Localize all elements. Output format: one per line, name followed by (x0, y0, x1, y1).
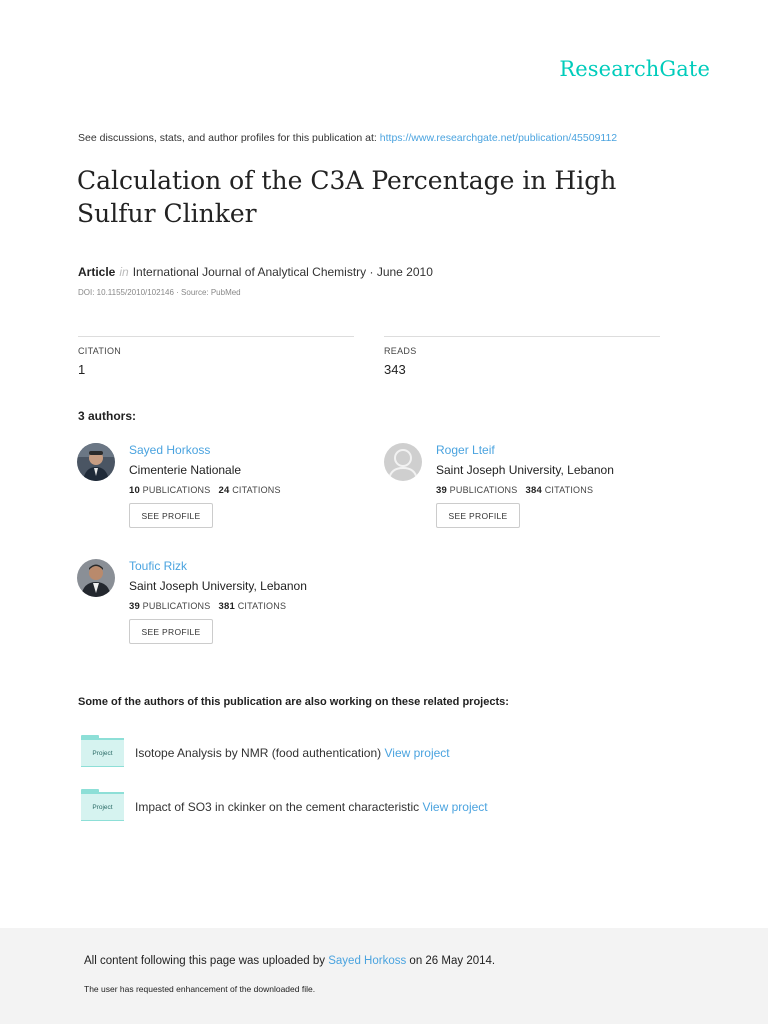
publications-label: PUBLICATIONS (449, 485, 518, 495)
project-text (135, 746, 450, 760)
project-folder-icon (81, 735, 124, 767)
publication-url-link[interactable]: https://www.researchgate.net/publication/45509112 (379, 132, 618, 144)
discussion-line (78, 132, 617, 144)
citations-label: CITATIONS (237, 601, 287, 611)
see-profile-button[interactable]: SEE PROFILE (436, 503, 520, 528)
enhancement-note: The user has requested enhancement of the downloaded file. (84, 984, 316, 994)
see-profile-button[interactable]: SEE PROFILE (129, 619, 213, 644)
project-folder-icon (81, 789, 124, 821)
author-stats (436, 485, 593, 496)
citation-label: CITATION (78, 346, 122, 356)
view-project-link[interactable]: View project (384, 746, 450, 760)
citations-count: 384 (525, 485, 542, 496)
citations-label: CITATIONS (232, 485, 281, 495)
publications-count: 10 (129, 485, 140, 496)
publications-count: 39 (129, 601, 140, 612)
project-icon-label: Project (81, 792, 124, 821)
author-name-link[interactable]: Toufic Rizk (129, 559, 188, 573)
avatar-placeholder-icon[interactable] (384, 443, 422, 481)
project-title: Isotope Analysis by NMR (food authentication) (135, 746, 382, 760)
project-text (135, 800, 488, 814)
author-institution: Cimenterie Nationale (129, 463, 242, 477)
project-icon-label: Project (81, 738, 124, 767)
uploaded-line (84, 955, 495, 967)
publications-label: PUBLICATIONS (142, 485, 211, 495)
author-card-sayed-horkoss (77, 443, 367, 553)
author-stats (129, 601, 286, 612)
publication-title: Calculation of the C3A Percentage in High Sulfur Clinker (77, 166, 617, 228)
article-meta (78, 265, 433, 279)
article-type: Article (78, 265, 116, 279)
author-institution: Saint Joseph University, Lebanon (436, 463, 614, 477)
reads-label: READS (384, 346, 417, 356)
journal-name: International Journal of Analytical Chemistry · June 2010 (132, 265, 433, 279)
project-item (81, 735, 681, 771)
avatar-toufic-rizk[interactable] (77, 559, 115, 597)
author-card-toufic-rizk (77, 559, 367, 669)
avatar-sayed-horkoss[interactable] (77, 443, 115, 481)
related-projects-heading: Some of the authors of this publication are also working on these related projects: (78, 696, 509, 708)
doi-line: DOI: 10.1155/2010/102146 · Source: PubMed (78, 288, 241, 297)
author-stats (129, 485, 281, 496)
reads-value: 343 (384, 362, 406, 377)
citation-value: 1 (78, 362, 86, 377)
researchgate-logo[interactable]: ResearchGate (559, 57, 710, 81)
reads-stat (384, 336, 660, 377)
article-in: in (119, 265, 129, 279)
project-item (81, 789, 681, 825)
discussion-prefix: See discussions, stats, and author profiles for this publication at: (78, 132, 377, 144)
view-project-link[interactable]: View project (422, 800, 488, 814)
citation-stat (78, 336, 354, 377)
uploaded-suffix: on 26 May 2014. (409, 955, 496, 967)
citations-label: CITATIONS (544, 485, 594, 495)
uploaded-prefix: All content following this page was uploaded by (84, 955, 326, 967)
publications-count: 39 (436, 485, 447, 496)
citations-count: 24 (218, 485, 230, 496)
author-card-roger-lteif (384, 443, 674, 553)
author-institution: Saint Joseph University, Lebanon (129, 579, 307, 593)
citations-count: 381 (218, 601, 235, 612)
publications-label: PUBLICATIONS (142, 601, 211, 611)
upload-footer (0, 928, 768, 1024)
authors-heading: 3 authors: (78, 409, 137, 423)
uploader-link[interactable]: Sayed Horkoss (328, 955, 407, 967)
author-name-link[interactable]: Sayed Horkoss (129, 443, 211, 457)
author-name-link[interactable]: Roger Lteif (436, 443, 495, 457)
project-title: Impact of SO3 in ckinker on the cement characteristic (135, 800, 420, 814)
see-profile-button[interactable]: SEE PROFILE (129, 503, 213, 528)
